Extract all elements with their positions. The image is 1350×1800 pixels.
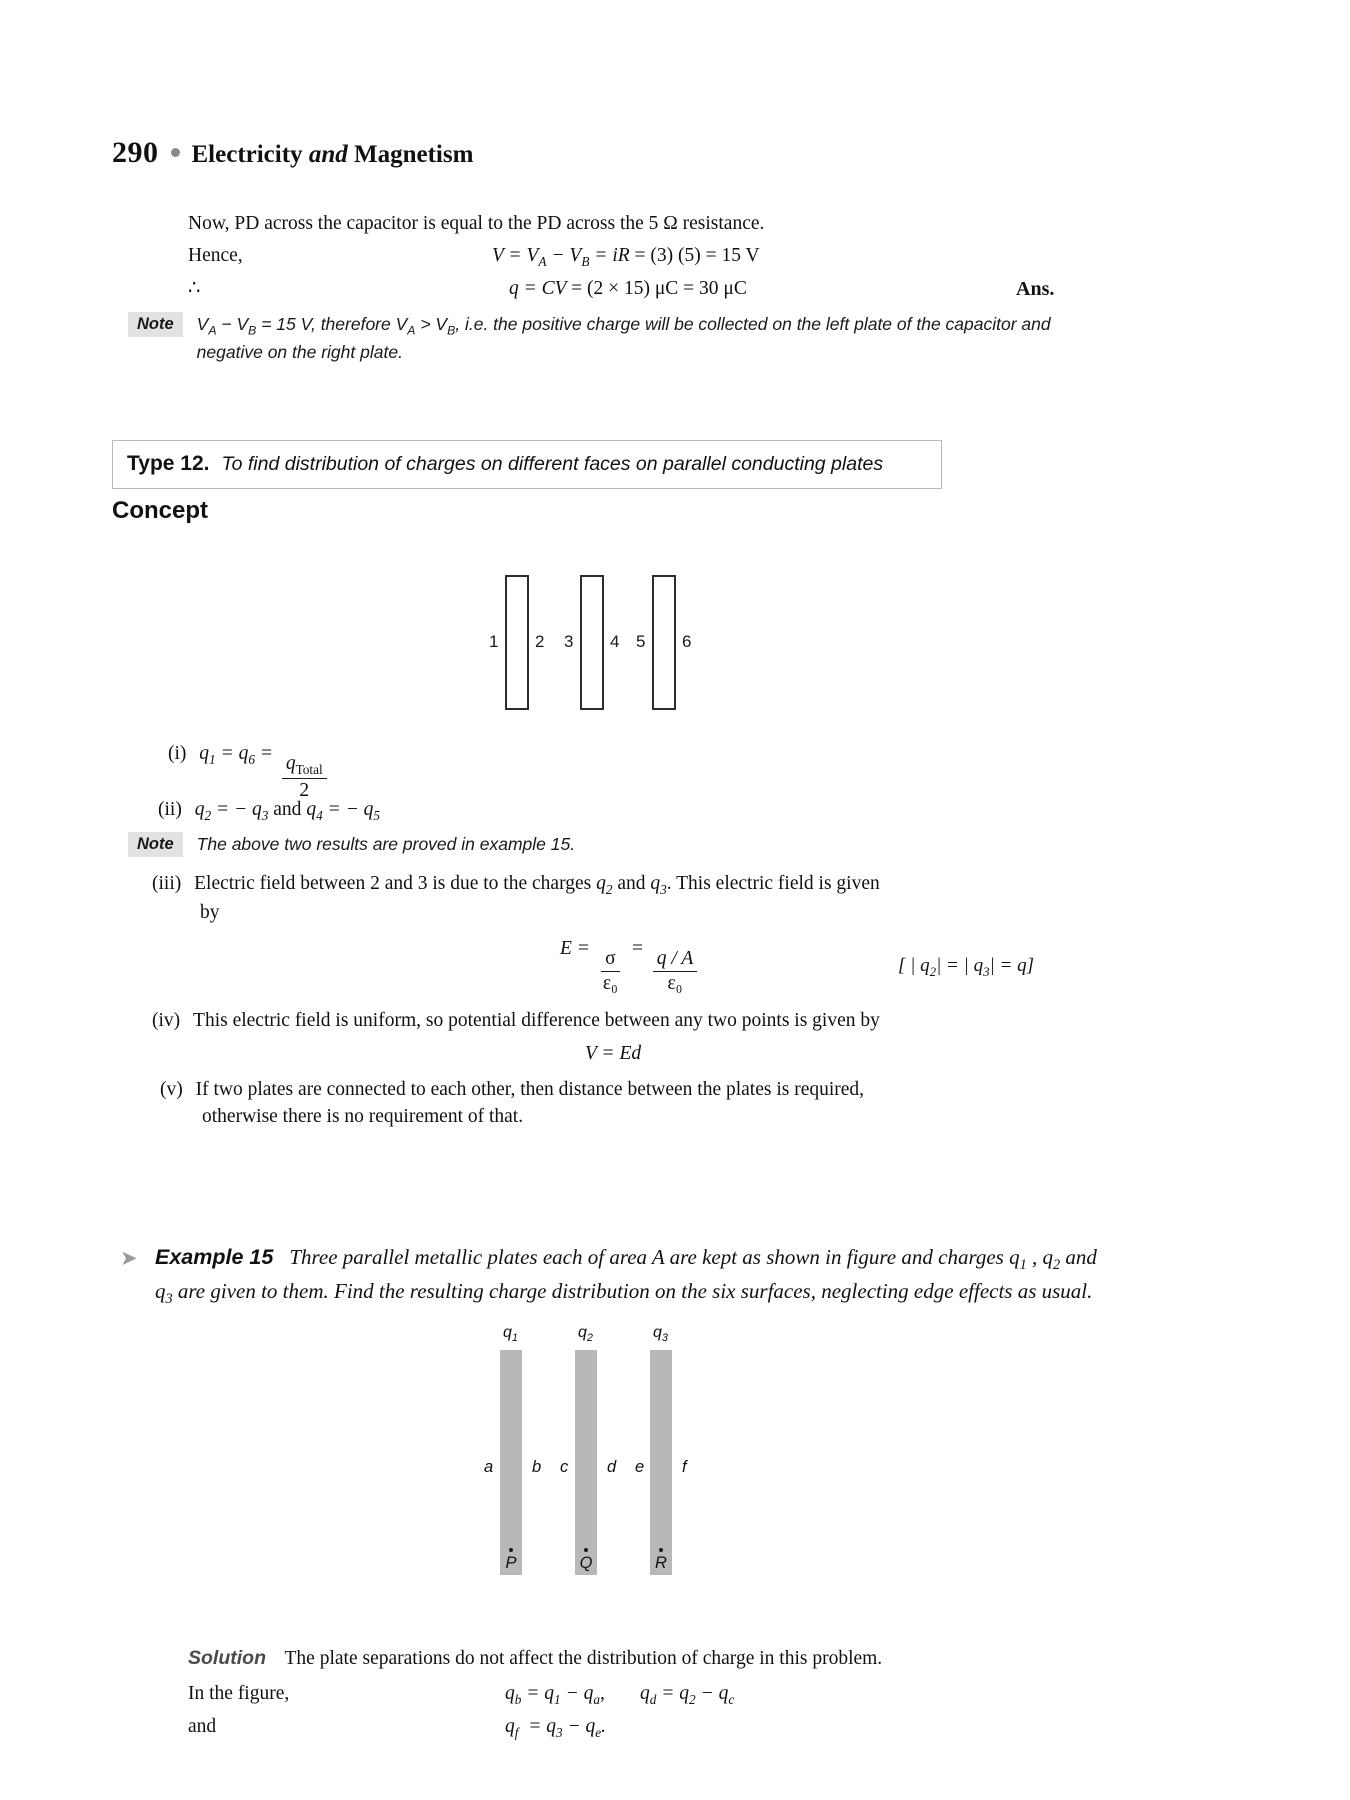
example-point-p bbox=[501, 1548, 521, 1573]
bullet-icon bbox=[171, 148, 180, 157]
example-surface-label-d: d bbox=[607, 1458, 617, 1476]
solution-equation-2: $q_d = q_2 - q_c$ bbox=[640, 1683, 735, 1707]
concept-item-v bbox=[160, 1076, 1110, 1131]
solution-line bbox=[188, 1645, 882, 1672]
solution-label: Solution bbox=[188, 1647, 266, 1669]
solution-text: The plate separations do not affect the distribution of charge in this problem. bbox=[284, 1648, 883, 1669]
example-surface-label-a: a bbox=[484, 1458, 494, 1476]
example-title: Example 15 bbox=[155, 1245, 274, 1269]
example-charge-label-q1: $q_1$ bbox=[503, 1324, 518, 1345]
type-label: Type 12. bbox=[127, 452, 210, 475]
concept-item-iii bbox=[152, 870, 1112, 927]
example-plate-r bbox=[650, 1350, 672, 1575]
point-dot-icon bbox=[659, 1548, 663, 1552]
note-block-1 bbox=[128, 312, 1088, 365]
concept-plate-1 bbox=[505, 575, 529, 710]
example-point-q bbox=[576, 1548, 596, 1573]
concept-plate-2 bbox=[580, 575, 604, 710]
title-italic-and: and bbox=[308, 141, 348, 168]
field-equation bbox=[560, 935, 701, 996]
example-point-r bbox=[651, 1548, 671, 1573]
field-equation-lhs: E = bbox=[560, 938, 590, 959]
concept-item-iii-body-cont: by bbox=[200, 902, 220, 924]
in-the-figure-label: In the figure, bbox=[188, 1683, 290, 1704]
title-part-2: Magnetism bbox=[353, 141, 474, 168]
example-surface-label-f: f bbox=[682, 1458, 687, 1476]
answer-label: Ans. bbox=[1016, 278, 1055, 300]
concept-item-i-roman: (i) bbox=[168, 743, 187, 764]
q-over-a-over-epsilon bbox=[653, 948, 697, 996]
concept-item-iv-body: This electric field is uniform, so potential difference between any two points is given by bbox=[193, 1010, 880, 1031]
example-block bbox=[120, 1242, 1115, 1310]
therefore-symbol: ∴ bbox=[188, 278, 201, 299]
note-block-2 bbox=[128, 832, 1028, 857]
concept-heading: Concept bbox=[112, 497, 208, 524]
example-point-label-q: Q bbox=[579, 1554, 593, 1572]
concept-item-iii-body: Electric field between 2 and 3 is due to the charges $q_2$ and $q_3$. This electric field is given bbox=[194, 873, 880, 897]
note-tag: Note bbox=[128, 312, 183, 337]
page-number: 290 bbox=[112, 136, 159, 169]
q-over-a: q / A bbox=[653, 948, 697, 972]
note-tag-2: Note bbox=[128, 832, 183, 857]
concept-plate-3 bbox=[652, 575, 676, 710]
potential-equation: V = Ed bbox=[585, 1043, 642, 1064]
fraction-numerator: $q_{Total}$ bbox=[282, 753, 327, 779]
equation-charge: q = CV = (2 × 15) μC = 30 μC bbox=[509, 278, 747, 299]
concept-item-v-body-cont: otherwise there is no requirement of that. bbox=[202, 1106, 524, 1128]
concept-surface-label-5: 5 bbox=[636, 632, 646, 651]
note-text: $V_A - V_B = 15$ V, therefore $V_A > V_B$, i.e. the positive charge will be collected on the left plate of the capacitor and negative on the right plate. bbox=[196, 314, 1051, 362]
sigma-symbol: σ bbox=[601, 948, 620, 972]
example-figure bbox=[470, 1324, 770, 1610]
example-statement: Three parallel metallic plates each of area A are kept as shown in figure and charges $q_1$ , $q_2$ and $q_3$ are given to them. Find the resulting charge distribution on the six surfaces, neglecting edge effects as usual. bbox=[155, 1245, 1097, 1308]
example-charge-label-q2: $q_2$ bbox=[578, 1324, 593, 1345]
epsilon-zero-1: ε₀ bbox=[602, 973, 618, 995]
point-dot-icon bbox=[584, 1548, 588, 1552]
type-description: To find distribution of charges on different faces on parallel conducting plates bbox=[221, 453, 884, 475]
concept-surface-label-1: 1 bbox=[489, 632, 499, 651]
running-head bbox=[112, 136, 473, 170]
concept-surface-label-6: 6 bbox=[682, 632, 692, 651]
concept-item-iv bbox=[152, 1007, 1112, 1034]
example-plate-q bbox=[575, 1350, 597, 1575]
field-equation-mid: = bbox=[630, 938, 644, 959]
field-equation-annotation: [ | $q_2|$ = | $q_3| = q$] bbox=[898, 955, 1035, 979]
example-marker-icon: ➤ bbox=[120, 1246, 138, 1270]
solution-equation-1: $q_b = q_1 - q_a$, bbox=[505, 1683, 605, 1707]
point-dot-icon bbox=[509, 1548, 513, 1552]
concept-item-iii-roman: (iii) bbox=[152, 873, 182, 894]
concept-figure bbox=[460, 575, 760, 725]
example-point-label-r: R bbox=[655, 1554, 667, 1572]
example-surface-label-e: e bbox=[635, 1458, 645, 1476]
solution-equation-3: $q_f = q_3 - q_e$. bbox=[505, 1716, 607, 1740]
sigma-over-epsilon bbox=[599, 948, 622, 996]
example-plate-p bbox=[500, 1350, 522, 1575]
hence-label: Hence, bbox=[188, 245, 243, 266]
example-surface-label-b: b bbox=[532, 1458, 542, 1476]
concept-item-i bbox=[168, 740, 331, 802]
concept-item-v-body: If two plates are connected to each other, then distance between the plates is required, bbox=[195, 1079, 865, 1100]
title-part-1: Electricity bbox=[191, 141, 303, 168]
epsilon-zero-2: ε₀ bbox=[667, 973, 683, 995]
q-total-fraction bbox=[282, 753, 327, 803]
fraction-denominator: 2 bbox=[299, 779, 310, 801]
concept-item-v-roman: (v) bbox=[160, 1079, 183, 1100]
intro-line-1: Now, PD across the capacitor is equal to the PD across the 5 Ω resistance. bbox=[188, 213, 765, 234]
note-text-2: The above two results are proved in example 15. bbox=[196, 834, 576, 854]
type-box bbox=[112, 440, 942, 489]
example-charge-label-q3: $q_3$ bbox=[653, 1324, 668, 1345]
concept-item-i-body: $q_1 = q_6$ = $\frac{q_{Total}}{2}$ bbox=[199, 743, 330, 764]
concept-surface-label-2: 2 bbox=[535, 632, 545, 651]
concept-item-ii bbox=[158, 796, 380, 825]
concept-surface-label-4: 4 bbox=[610, 632, 620, 651]
concept-item-ii-body: $q_2$ = − $q_3$ and $q_4$ = − $q_5$ bbox=[194, 799, 381, 823]
concept-surface-label-3: 3 bbox=[564, 632, 574, 651]
example-surface-label-c: c bbox=[560, 1458, 569, 1476]
concept-item-ii-roman: (ii) bbox=[158, 799, 182, 820]
concept-item-iv-roman: (iv) bbox=[152, 1010, 181, 1031]
equation-voltage: $V = V_A - V_B$ = iR = (3) (5) = 15 V bbox=[492, 245, 760, 269]
example-point-label-p: P bbox=[505, 1554, 517, 1572]
and-label: and bbox=[188, 1716, 217, 1737]
page-title bbox=[192, 141, 474, 169]
